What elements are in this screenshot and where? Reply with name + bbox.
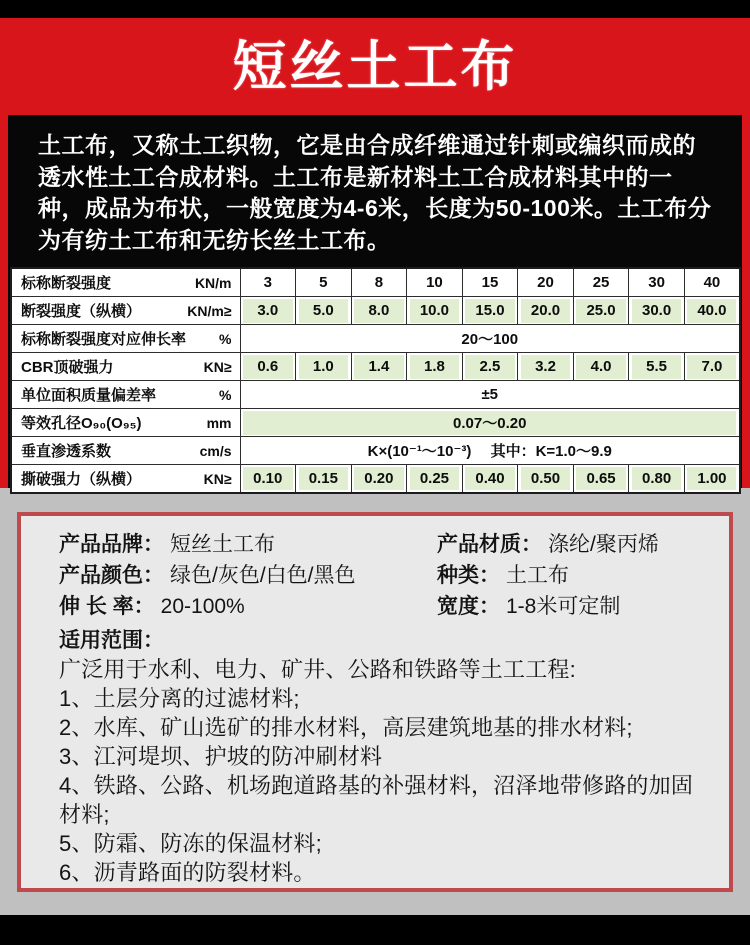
spec-value-cell: 3.2 (518, 353, 574, 381)
spec-row-label: 等效孔径O₉₀(O₉₅) (21, 415, 142, 432)
spec-value-cell: 0.40 (462, 465, 518, 494)
bottom-black-strip (0, 915, 750, 945)
spec-row-label: 标称断裂强度 (21, 275, 112, 292)
intro-and-table-section (0, 115, 750, 488)
spec-value-cell: 3.0 (240, 297, 296, 325)
spec-row-label-cell (11, 381, 240, 409)
spec-value: 20-100% (160, 595, 245, 618)
usage-title: 适用范围： (59, 629, 164, 652)
title-banner (0, 18, 750, 115)
spec-row-label: 断裂强度（纵横） (21, 303, 142, 320)
spec-value: 土工布 (506, 564, 569, 587)
spec-value-cell: 40.0 (684, 297, 740, 325)
spec-row-label-cell (11, 325, 240, 353)
table-row (11, 465, 740, 494)
spec-row-unit: mm (206, 414, 232, 431)
spec-value-cell: 7.0 (684, 353, 740, 381)
product-intro-paragraph: 土工布，又称土工织物，它是由合成纤维通过针刺或编织而成的透水性土工合成材料。土工布是新材料土工合成材料其中的一种，成品为布状，一般宽度为4-6米，长度为50-100米。土工布分为有纺土工布和无纺长丝土工布。 (38, 132, 712, 253)
spec-value-cell: 0.20 (351, 465, 407, 494)
spec-value-cell: 40 (684, 268, 740, 297)
spec-row-unit: cm/s (199, 442, 232, 459)
spec-pair (437, 591, 705, 622)
right-red-edge-strip (742, 115, 750, 488)
spec-merged-cell: ±5 (240, 381, 740, 409)
table-row (11, 437, 740, 465)
spec-value-cell: 1.00 (684, 465, 740, 494)
usage-item: 1、土层分离的过滤材料; (59, 686, 300, 711)
spec-value-cell: 5.5 (629, 353, 685, 381)
spec-pair (437, 560, 705, 591)
table-row (11, 297, 740, 325)
spec-label: 宽度： (437, 595, 500, 618)
spec-merged-cell: 20～100 (240, 325, 740, 353)
spec-value-cell: 15.0 (462, 297, 518, 325)
spec-value-cell: 0.25 (407, 465, 463, 494)
spec-value: 1-8米可定制 (506, 595, 621, 618)
spec-value-cell: 0.80 (629, 465, 685, 494)
table-row (11, 409, 740, 437)
spec-row-label-cell (11, 465, 240, 494)
spec-value-cell: 5 (296, 268, 352, 297)
spec-label: 产品材质： (437, 533, 542, 556)
spec-value-cell: 1.0 (296, 353, 352, 381)
usage-item: 5、防霜、防冻的保温材料; (59, 831, 322, 856)
spec-row-label-cell (11, 437, 240, 465)
spec-value-cell: 30.0 (629, 297, 685, 325)
spec-value-cell: 20 (518, 268, 574, 297)
spec-value-cell: 10.0 (407, 297, 463, 325)
spec-label: 产品颜色： (59, 564, 164, 587)
product-detail-card (17, 512, 733, 892)
table-row (11, 268, 740, 297)
spec-value-cell: 0.15 (296, 465, 352, 494)
spec-value-cell: 2.5 (462, 353, 518, 381)
spec-table (10, 267, 741, 494)
spec-value: 涤纶/聚丙烯 (548, 533, 659, 556)
spec-merged-cell: K×(10⁻¹～10⁻³) 其中：K=1.0～9.9 (240, 437, 740, 465)
table-row (11, 381, 740, 409)
spec-row-label: CBR顶破强力 (21, 359, 114, 376)
spec-label: 产品品牌： (59, 533, 164, 556)
spec-value-cell: 25.0 (573, 297, 629, 325)
table-row (11, 353, 740, 381)
usage-item: 3、江河堤坝、护坡的防冲刷材料 (59, 744, 383, 769)
spec-value-cell: 0.65 (573, 465, 629, 494)
spec-row-label: 撕破强力（纵横） (21, 471, 142, 488)
table-row (11, 325, 740, 353)
spec-row-unit: KN≥ (203, 470, 232, 487)
spec-row-unit: KN/m (194, 274, 232, 291)
spec-value-cell: 15 (462, 268, 518, 297)
spec-row-unit: % (219, 386, 232, 403)
spec-value: 短丝土工布 (170, 533, 275, 556)
spec-value-cell: 3 (240, 268, 296, 297)
spec-pair (59, 591, 437, 622)
spec-row-unit: KN/m≥ (187, 302, 232, 319)
spec-value-cell: 8.0 (351, 297, 407, 325)
spec-row-label: 单位面积质量偏差率 (21, 387, 157, 404)
page-title: 短丝土工布 (232, 36, 518, 97)
spec-value-cell: 20.0 (518, 297, 574, 325)
spec-table-body (11, 268, 740, 493)
usage-intro: 广泛用于水利、电力、矿井、公路和铁路等土工工程: (59, 657, 576, 682)
spec-row-unit: % (219, 330, 232, 347)
spec-label: 种类： (437, 564, 500, 587)
spec-value-cell: 4.0 (573, 353, 629, 381)
spec-value: 绿色/灰色/白色/黑色 (170, 564, 356, 587)
spec-value-cell: 1.4 (351, 353, 407, 381)
spec-row-label-cell (11, 409, 240, 437)
spec-value-cell: 8 (351, 268, 407, 297)
top-black-strip (0, 0, 750, 18)
spec-merged-cell: 0.07～0.20 (240, 409, 740, 437)
spec-value-cell: 25 (573, 268, 629, 297)
spec-pair (59, 560, 437, 591)
spec-row-label: 垂直渗透系数 (21, 443, 112, 460)
spec-value-cell: 5.0 (296, 297, 352, 325)
left-red-edge-strip (0, 115, 8, 488)
spec-row-label-cell (11, 268, 240, 297)
spec-pair (59, 529, 437, 560)
spec-row-unit: KN≥ (203, 358, 232, 375)
spec-value-cell: 0.50 (518, 465, 574, 494)
spec-label: 伸 长 率： (59, 595, 155, 618)
spec-value-cell: 30 (629, 268, 685, 297)
spec-value-cell: 0.10 (240, 465, 296, 494)
spec-value-cell: 1.8 (407, 353, 463, 381)
spec-row-label-cell (11, 297, 240, 325)
usage-item: 4、铁路、公路、机场跑道路基的补强材料，沼泽地带修路的加固材料; (59, 773, 694, 827)
product-specs (59, 529, 705, 622)
detail-section (0, 488, 750, 915)
usage-list (59, 684, 705, 887)
spec-pair (437, 529, 705, 560)
spec-value-cell: 10 (407, 268, 463, 297)
spec-row-label-cell (11, 353, 240, 381)
usage-item: 2、水库、矿山选矿的排水材料，高层建筑地基的排水材料; (59, 715, 633, 740)
usage-item: 6、沥青路面的防裂材料。 (59, 860, 316, 885)
spec-value-cell: 0.6 (240, 353, 296, 381)
spec-row-label: 标称断裂强度对应伸长率 (21, 331, 187, 348)
